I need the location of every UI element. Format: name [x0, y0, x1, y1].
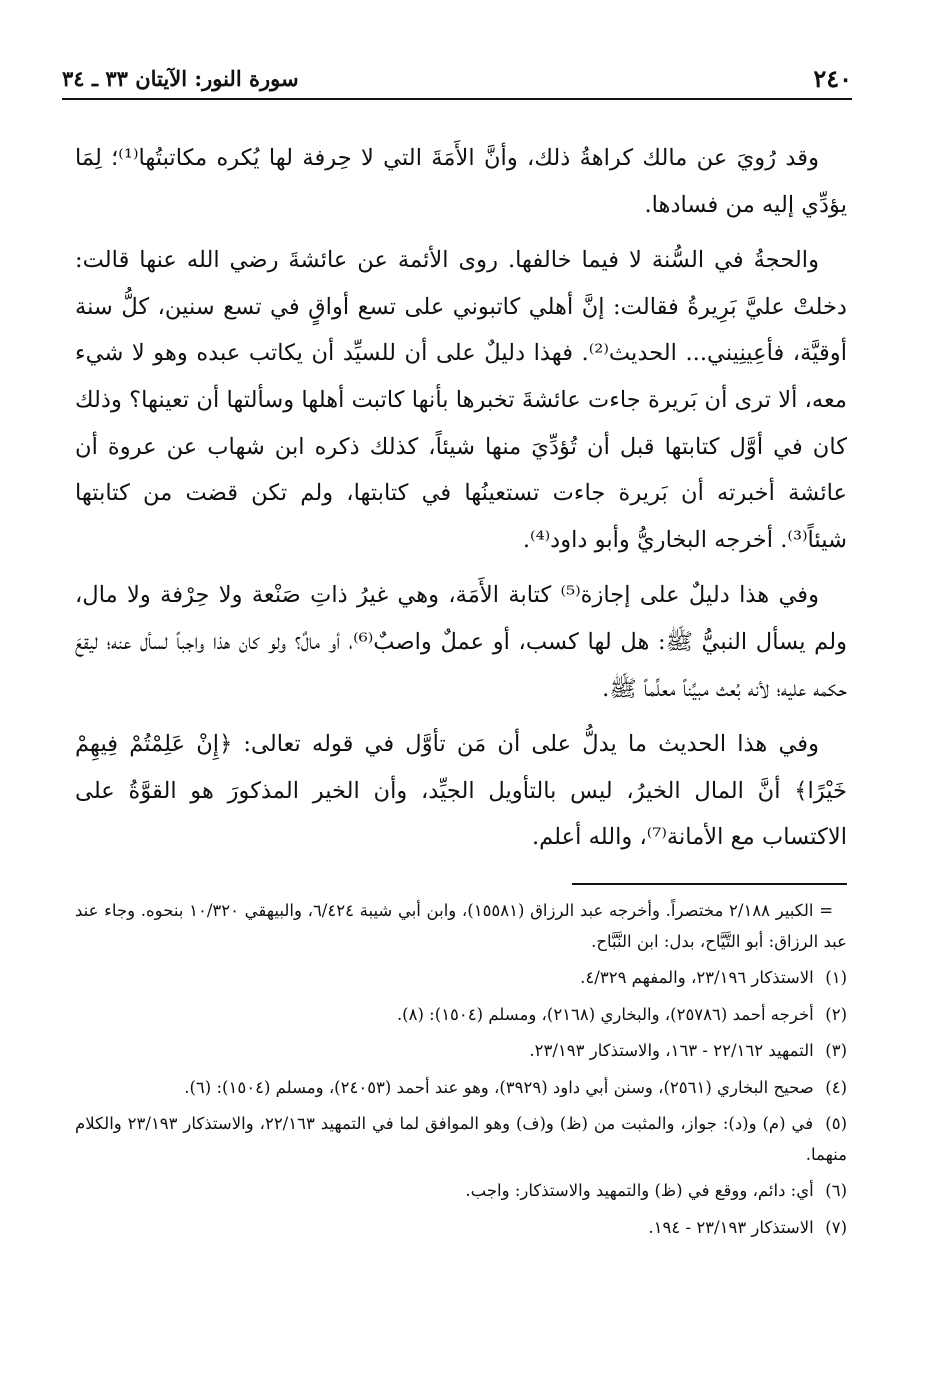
footnote-text: في (م) و(د): جواز، والمثبت من (ظ) و(ف) وهو الموافق لما في التمهيد ٢٢/١٦٣، والاستذكار ٢٣/١٩٣ والكلام منهما. — [75, 1114, 847, 1164]
footnotes — [75, 896, 847, 1249]
footnote — [75, 1073, 847, 1104]
footnote-text: الاستذكار ٢٣/١٩٣ - ١٩٤. — [648, 1217, 814, 1237]
paragraph: والحجةُ في السُّنة لا فيما خالفها. روى الأئمة عن عائشةَ رضي الله عنها قالت: دخلتْ عليَّ بَرِيرةُ فقالت: إنَّ أهلي كاتبوني على تسع أواقٍ في تسع سنين، كلُّ سنة أوقيَّة، فأعِينِيني... الحديث⁽²⁾. فهذا دليلٌ على أن للسيِّد أن يكاتب عبده وهو لا شيء معه، ألا ترى أن بَريرة جاءت عائشةَ تخبرها بأنها كاتبت أهلها وسألتها أن تعينها؟ وذلك كان في أوَّل كتابتها قبل أن تُؤدِّيَ منها شيئاً، كذلك ذكره ابن شهاب عن عروة أن عائشة أخبرته أن بَريرة جاءت تستعينُها في كتابتها، ولم تكن قضت من كتابتها شيئاً⁽³⁾. أخرجه البخاريُّ وأبو داود⁽⁴⁾. — [75, 247, 847, 553]
page-number: ٢٤٠ — [813, 64, 852, 93]
footnote-number: (٤) — [825, 1077, 847, 1097]
paragraph: وفي هذا الحديث ما يدلُّ على أن مَن تأوَّل في قوله تعالى: ﴿إِنْ عَلِمْتُمْ فِيهِمْ خَيْرًا﴾ أنَّ المال الخيرُ، ليس بالتأويل الجيِّد، وأن الخير المذكورَ هو القوَّةُ على الاكتساب مع الأمانة⁽⁷⁾، والله أعلم. — [75, 731, 847, 851]
footnote-text: صحيح البخاري (٢٥٦١)، وسنن أبي داود (٣٩٢٩)، وهو عند أحمد (٢٤٠٥٣)، ومسلم (١٥٠٤): (٦). — [184, 1077, 814, 1097]
page-header — [62, 58, 852, 100]
footnote — [75, 1036, 847, 1067]
footnote-number: (١) — [825, 968, 847, 987]
footnote — [75, 1109, 847, 1170]
footnote-number: (٣) — [825, 1041, 847, 1060]
main-text — [75, 135, 847, 870]
footnote-text: أي: دائم، ووقع في (ظ) والتمهيد والاستذكار: واجب. — [465, 1181, 814, 1200]
footnote — [75, 1213, 847, 1244]
footnote — [75, 963, 847, 994]
footnote — [75, 1000, 847, 1031]
footnote — [75, 1176, 847, 1207]
footnote-number: (٦) — [825, 1181, 847, 1200]
running-head: سورة النور: الآيتان ٣٣ ـ ٣٤ — [62, 66, 299, 91]
footnote-text: التمهيد ٢٢/١٦٢ - ١٦٣، والاستذكار ٢٣/١٩٣. — [529, 1041, 814, 1060]
footnote-divider — [572, 883, 847, 885]
paragraph: وقد رُويَ عن مالك كراهةُ ذلك، وأنَّ الأَمَةَ التي لا حِرفة لها يُكره مكاتبتُها⁽¹⁾؛ لِمَا يؤدِّي إليه من فسادها. — [75, 145, 847, 218]
footnote-text: أخرجه أحمد (٢٥٧٨٦)، والبخاري (٢١٦٨)، ومسلم (١٥٠٤): (٨). — [396, 1004, 814, 1024]
footnote-text: الاستذكار ٢٣/١٩٦، والمفهم ٤/٣٢٩. — [580, 968, 814, 987]
footnote-number: (٥) — [825, 1114, 848, 1133]
footnote-number: (٧) — [825, 1217, 847, 1237]
footnote-continuation: = الكبير ٢/١٨٨ مختصراً. وأخرجه عبد الرزاق (١٥٥٨١)، وابن أبي شيبة ٦/٤٢٤، والبيهقي ١٠/٣٢٠ بنحوه. وجاء عند عبد الرزاق: أبو التَّيَّاح، بدل: ابن النَّبَّاح. — [75, 901, 847, 951]
paragraph: وفي هذا دليلٌ على إجازة⁽⁵⁾ كتابة الأَمَة، وهي غيرُ ذاتِ صَنْعة ولا حِرْفة ولا مال، ولم يسأل النبيُّ ﷺ: هل لها كسب، أو عملٌ واصبٌ⁽⁶⁾، أو مالٌ؟ ولو كان هذا واجباً لسأل عنه؛ ليقعَ حكمه عليه؛ لأنه بُعث مبيِّناً معلِّماً ﷺ. — [75, 582, 847, 702]
footnote-number: (٢) — [825, 1004, 847, 1024]
